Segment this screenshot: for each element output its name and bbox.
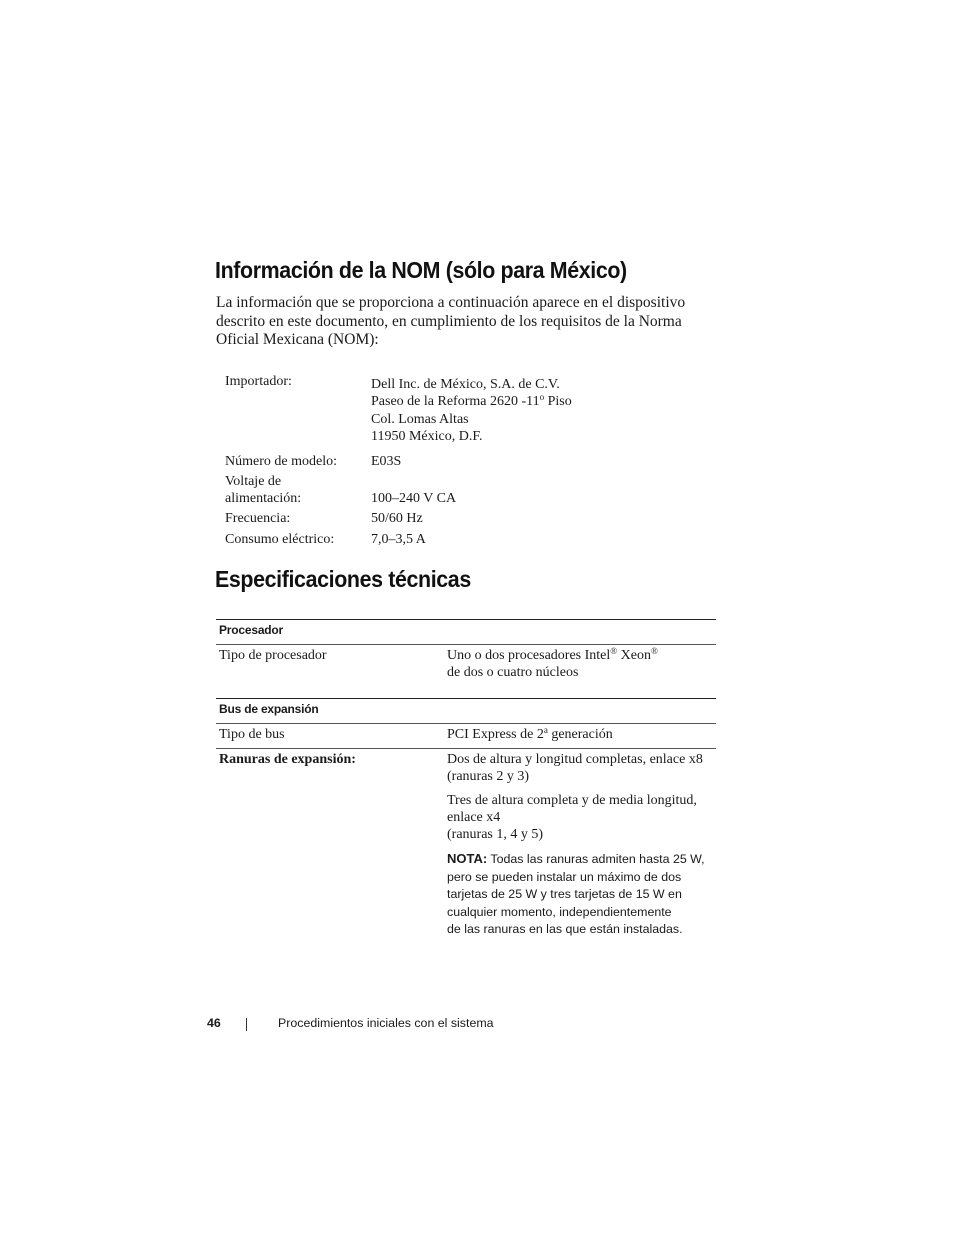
voltage-label-line: Voltaje de bbox=[225, 474, 282, 489]
bus-type-value bbox=[447, 726, 717, 743]
processor-heading: Procesador bbox=[219, 623, 284, 637]
table-divider bbox=[216, 748, 716, 749]
bus-type-suffix: generación bbox=[547, 727, 613, 742]
intro-line: La información que se proporciona a continuación aparece en el dispositivo bbox=[216, 294, 686, 311]
importer-line: Col. Lomas Altas bbox=[371, 411, 469, 427]
importer-line: 11950 México, D.F. bbox=[371, 429, 483, 445]
ordinal-superscript: a bbox=[543, 725, 548, 735]
bus-type-line bbox=[447, 726, 717, 743]
specs-section-title: Especificaciones técnicas bbox=[215, 566, 471, 592]
note-text: Todas las ranuras admiten hasta 25 W, bbox=[487, 852, 705, 866]
note-line: tarjetas de 25 W y tres tarjetas de 15 W en bbox=[447, 887, 682, 902]
page-number: 46 bbox=[207, 1016, 221, 1030]
table-divider bbox=[216, 723, 716, 724]
footer-separator bbox=[246, 1018, 247, 1031]
expansion-slots-value-1 bbox=[447, 751, 717, 785]
importer-line: Dell Inc. de México, S.A. de C.V. bbox=[371, 377, 560, 392]
power-consumption-value: 7,0–3,5 A bbox=[371, 532, 426, 547]
slots-line: enlace x4 bbox=[447, 810, 501, 825]
note-line: pero se pueden instalar un máximo de dos bbox=[447, 869, 682, 884]
frequency-value: 50/60 Hz bbox=[371, 511, 423, 526]
voltage-label bbox=[225, 473, 365, 508]
processor-brand: Xeon bbox=[617, 648, 651, 663]
expansion-bus-heading: Bus de expansión bbox=[219, 702, 319, 716]
power-consumption-label: Consumo eléctrico: bbox=[225, 532, 335, 547]
voltage-value: 100–240 V CA bbox=[371, 491, 457, 506]
nom-intro-paragraph bbox=[216, 294, 696, 350]
voltage-label-line: alimentación: bbox=[225, 491, 302, 507]
bus-type-text: PCI Express de 2 bbox=[447, 727, 544, 742]
importer-address: Paseo de la Reforma 2620 -11 bbox=[371, 394, 540, 410]
slots-line: Dos de altura y longitud completas, enlace x8 bbox=[447, 752, 703, 767]
processor-type-value bbox=[447, 647, 717, 681]
processor-text: Uno o dos procesadores Intel bbox=[447, 648, 611, 663]
registered-mark: ® bbox=[610, 646, 618, 656]
slots-note bbox=[447, 850, 717, 939]
nom-section-title: Información de la NOM (sólo para México) bbox=[215, 257, 627, 283]
note-line: de las ranuras en las que están instaladas. bbox=[447, 922, 683, 937]
registered-mark: ® bbox=[650, 646, 658, 656]
importer-value bbox=[371, 376, 671, 446]
note-label: NOTA: bbox=[447, 851, 488, 866]
bus-type-label: Tipo de bus bbox=[219, 727, 285, 742]
model-number-value: E03S bbox=[371, 454, 402, 469]
importer-floor: Piso bbox=[544, 394, 572, 410]
table-divider bbox=[216, 644, 716, 645]
expansion-slots-value-2 bbox=[447, 792, 717, 843]
processor-type-label: Tipo de procesador bbox=[219, 648, 327, 663]
intro-line: Oficial Mexicana (NOM): bbox=[216, 331, 379, 348]
ordinal-superscript: o bbox=[539, 392, 545, 403]
note-line bbox=[447, 850, 717, 869]
intro-line: descrito en este documento, en cumplimiento de los requisitos de la Norma bbox=[216, 312, 682, 330]
footer-section-title: Procedimientos iniciales con el sistema bbox=[278, 1016, 494, 1030]
importer-label: Importador: bbox=[225, 374, 292, 389]
slots-line: (ranuras 2 y 3) bbox=[447, 769, 530, 784]
table-section-rule bbox=[216, 698, 716, 699]
table-top-rule bbox=[216, 619, 716, 620]
slots-line: (ranuras 1, 4 y 5) bbox=[447, 827, 544, 842]
processor-type-line: de dos o cuatro núcleos bbox=[447, 665, 579, 680]
importer-line bbox=[371, 393, 671, 410]
slots-line: Tres de altura completa y de media longitud, bbox=[447, 793, 697, 808]
note-line: cualquier momento, independientemente bbox=[447, 904, 672, 919]
expansion-slots-label: Ranuras de expansión: bbox=[219, 752, 356, 767]
processor-type-line bbox=[447, 647, 717, 664]
frequency-label: Frecuencia: bbox=[225, 511, 291, 526]
model-number-label: Número de modelo: bbox=[225, 454, 337, 469]
